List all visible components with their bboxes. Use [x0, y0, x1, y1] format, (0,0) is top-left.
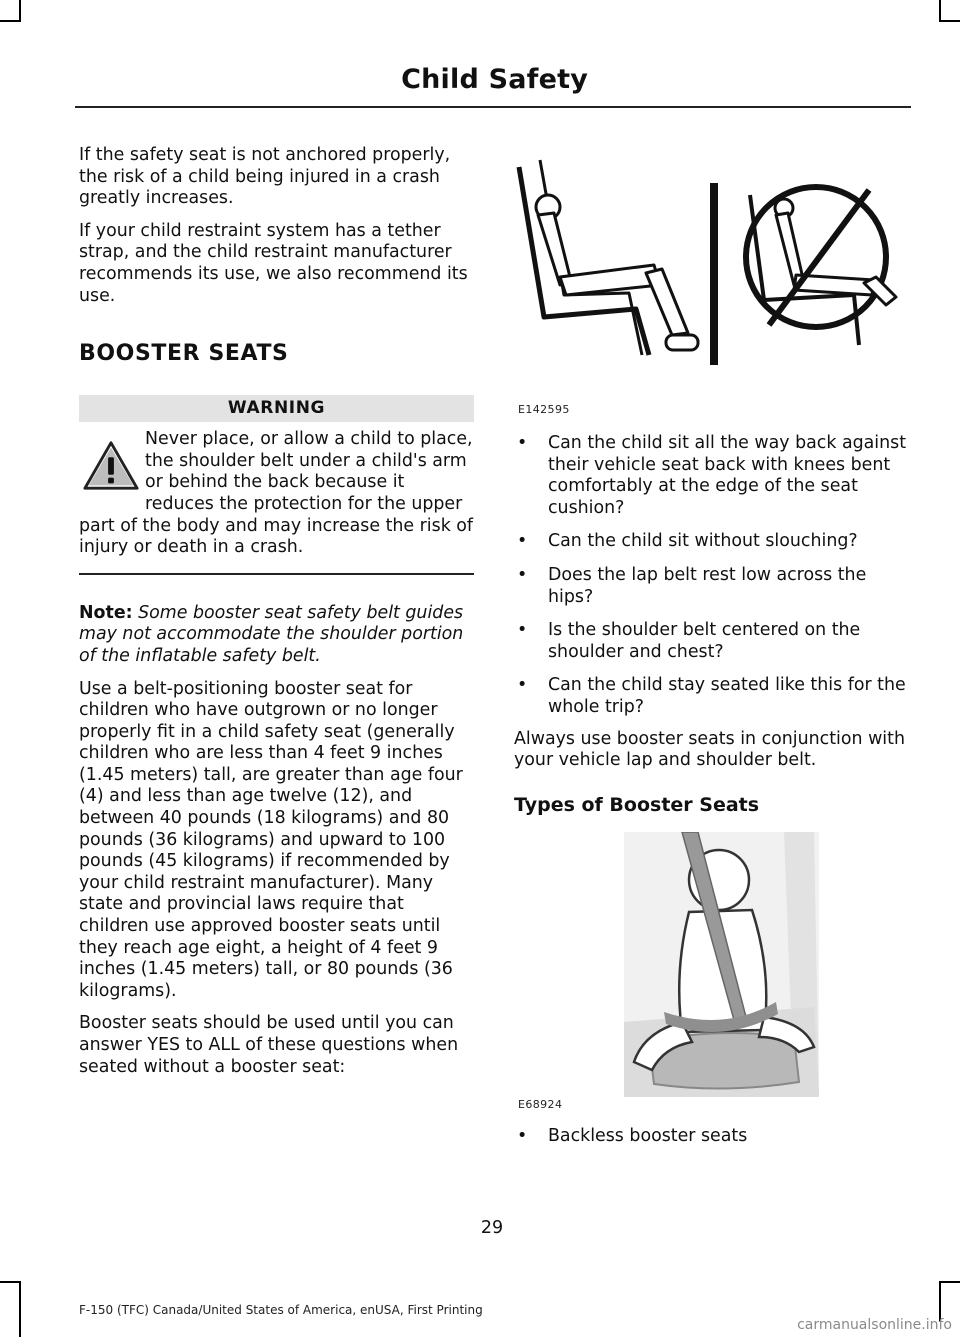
note-label: Note: [79, 602, 133, 623]
warning-body [79, 429, 474, 559]
note [79, 603, 474, 668]
warning-label: WARNING [79, 395, 474, 422]
paragraph: Use a belt-positioning booster seat for children who have outgrown or no longer properly fit in a child safety seat (generally children who are less than 4 feet 9 inches (1.45 meters) tall, are greater than age four (4) and less than age twelve (12), and between 40 pounds (18 kilograms) and 80 pounds (36 kilograms) and upward to 100 pounds (45 kilograms) if recommended by your child restraint manufacturer). Many state and provincial laws require that children use approved booster seats until they reach age eight, a height of 4 feet 9 inches (1.45 meters) tall, or 80 pounds (36 kilograms). [79, 678, 463, 1001]
warning-text: Never place, or allow a child to place, the shoulder belt under a child's arm or behind the back because it reduces the protection for the upper part of the body and may increase the risk of injury or death in a crash. [79, 429, 474, 558]
crop-mark [939, 20, 960, 22]
crop-mark [0, 20, 21, 22]
warning-rule [79, 573, 474, 575]
note-text: Some booster seat safety belt guides may not accommodate the shoulder portion of the inflatable safety belt. [79, 602, 464, 666]
watermark: carmanualsonline.info [797, 1317, 952, 1333]
list-item: • Is the shoulder belt centered on the shoulder and chest? [514, 620, 909, 663]
crop-mark [0, 1281, 21, 1283]
page-number: 29 [480, 1218, 504, 1238]
crop-mark [939, 1281, 960, 1283]
booster-seat-figure [514, 832, 909, 1115]
list-item: • Backless booster seats [514, 1126, 909, 1148]
crop-mark [939, 1281, 941, 1321]
section-heading: BOOSTER SEATS [79, 341, 289, 367]
subsection-heading: Types of Booster Seats [514, 793, 760, 816]
booster-types-list [514, 1126, 909, 1148]
booster-seat-illustration [514, 832, 909, 1102]
right-column [514, 145, 909, 1159]
warning-triangle-icon [82, 437, 140, 495]
question-list [514, 433, 909, 719]
list-item: • Can the child stay seated like this for the whole trip? [514, 675, 909, 718]
list-item: • Can the child sit without slouching? [514, 531, 909, 553]
figure-id: E68924 [518, 1097, 563, 1111]
paragraph: If your child restraint system has a tether strap, and the child restraint manufacturer recommends its use, we also recommend its use. [79, 220, 468, 306]
crop-mark [939, 0, 941, 22]
seat-posture-illustration [514, 145, 909, 405]
edition-text: F-150 (TFC) Canada/United States of America, enUSA, First Printing [79, 1303, 483, 1317]
crop-mark [19, 1281, 21, 1337]
warning-box [79, 395, 474, 575]
figure-id: E142595 [518, 403, 570, 416]
seat-posture-figure [514, 145, 909, 419]
header-rule [75, 106, 911, 108]
paragraph: Always use booster seats in conjunction with your vehicle lap and shoulder belt. [514, 728, 905, 771]
left-column [79, 145, 474, 1089]
crop-mark [19, 0, 21, 22]
paragraph: Booster seats should be used until you can answer YES to ALL of these questions when seated without a booster seat: [79, 1013, 459, 1077]
list-item: • Does the lap belt rest low across the hips? [514, 565, 909, 608]
page-title: Child Safety [401, 64, 588, 95]
paragraph: If the safety seat is not anchored properly, the risk of a child being injured in a crash greatly increases. [79, 145, 451, 209]
list-item: • Can the child sit all the way back against their vehicle seat back with knees bent comfortably at the edge of the seat cushion? [514, 433, 909, 519]
